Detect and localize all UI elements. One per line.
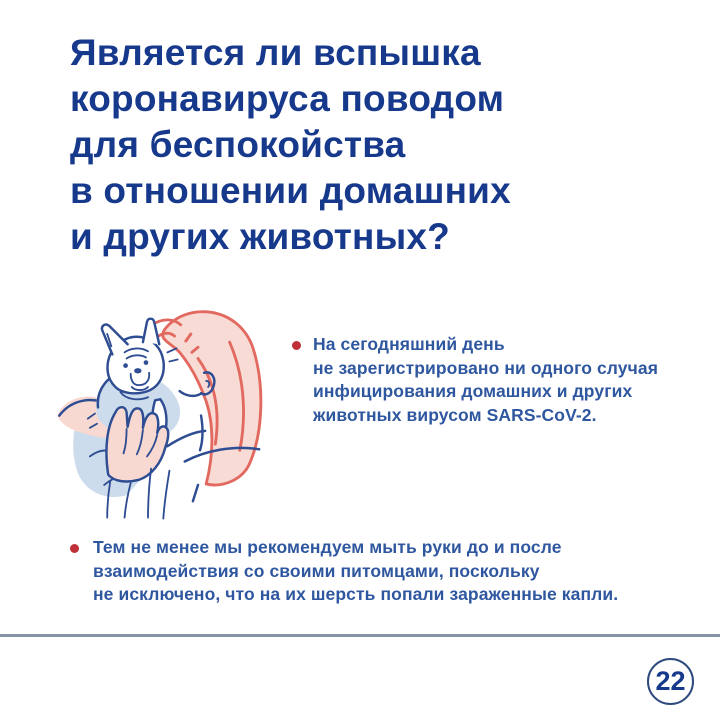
closed-eye-line xyxy=(169,360,177,362)
page-number-badge xyxy=(647,658,694,705)
bullet-text xyxy=(313,333,658,427)
bullet-text-line: взаимодействия со своими питомцами, поскольку xyxy=(93,560,540,581)
page-title-line: коронавируса поводом xyxy=(70,78,505,119)
bullet-text-line: На сегодняшний день xyxy=(313,334,505,354)
arm-line xyxy=(167,431,205,446)
page-title-line: Является ли вспышка xyxy=(70,32,481,73)
bullet-text-line: инфицирования домашних и других xyxy=(313,381,633,401)
eyebrow-line xyxy=(167,348,176,352)
page-title-line: в отношении домашних xyxy=(70,170,511,211)
dog-nose xyxy=(134,368,141,373)
bullet-text-line: животных вирусом SARS-CoV-2. xyxy=(313,404,597,425)
bullet-text-line: не исключено, что на их шерсть попали зараженные капли. xyxy=(93,584,619,604)
hair-shape xyxy=(163,312,261,485)
shirt-line xyxy=(163,471,169,519)
illustration-svg xyxy=(45,293,300,528)
dog-eye xyxy=(144,360,149,365)
page-title-line: и других животных? xyxy=(70,216,450,257)
bullet-dot xyxy=(292,341,301,350)
page-title-line: для беспокойства xyxy=(70,124,406,165)
dog-eye xyxy=(123,363,128,368)
bullet-text-line: не зарегистрировано ни одного случая xyxy=(313,357,659,378)
bullet-item xyxy=(292,333,702,427)
neck-line xyxy=(200,416,202,451)
jaw-line xyxy=(180,391,200,396)
woman-kissing-puppy-illustration xyxy=(45,293,300,528)
footer-divider xyxy=(0,634,720,637)
page-number: 22 xyxy=(655,666,686,696)
page-title xyxy=(70,30,670,260)
bullet-text-line: Тем не менее мы рекомендуем мыть руки до и после xyxy=(93,537,562,557)
bullet-item xyxy=(70,536,690,607)
bullet-text xyxy=(93,536,618,607)
bullet-dot xyxy=(70,544,79,553)
collar-dash xyxy=(193,485,198,501)
